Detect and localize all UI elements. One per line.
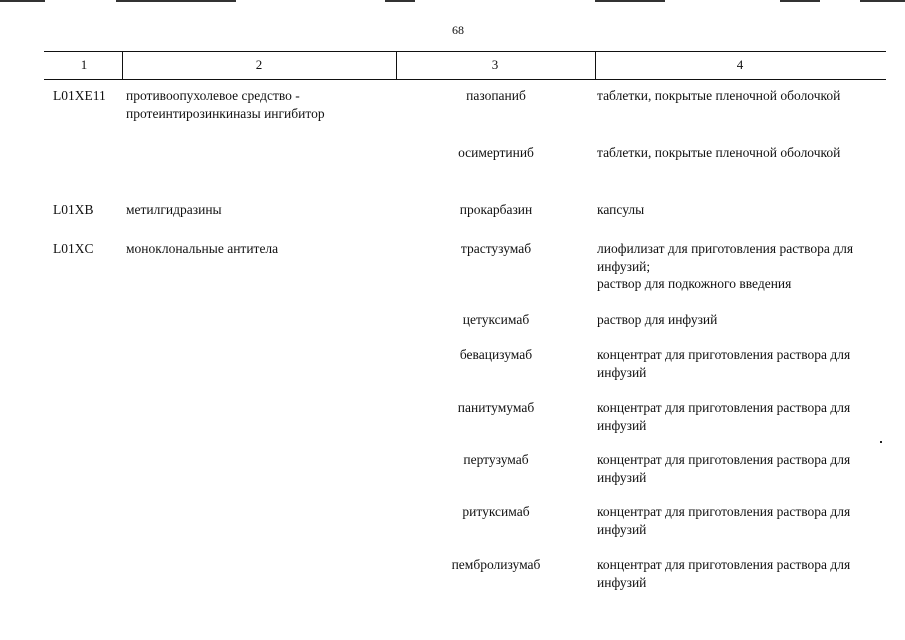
dosage-forms	[597, 87, 887, 105]
dosage-form: концентрат для приготовления раствора для инфузий	[597, 504, 851, 537]
column-header-3: 3	[491, 57, 499, 72]
dosage-forms	[597, 144, 887, 162]
dosage-form: таблетки, покрытые пленочной оболочкой	[597, 145, 841, 160]
scan-mark	[385, 0, 415, 2]
column-header-4: 4	[736, 57, 744, 72]
pharmacological-group: моноклональные антитела	[126, 241, 279, 256]
atc-code: L01XC	[53, 241, 94, 256]
page-number: 68	[452, 23, 464, 37]
scan-speck	[880, 441, 882, 443]
drug-name: цетуксимаб	[462, 312, 530, 327]
scan-mark	[595, 0, 665, 2]
dosage-form: концентрат для приготовления раствора для инфузий	[597, 557, 851, 590]
dosage-form: капсулы	[597, 202, 645, 217]
dosage-forms	[597, 556, 887, 591]
dosage-forms	[597, 399, 887, 434]
drug-name: панитумумаб	[457, 400, 535, 415]
drug-name: пертузумаб	[463, 452, 529, 467]
scan-mark	[0, 0, 45, 2]
column-divider	[122, 51, 123, 80]
dosage-forms	[597, 451, 887, 486]
dosage-form: концентрат для приготовления раствора для инфузий	[597, 347, 851, 380]
column-header-2: 2	[255, 57, 263, 72]
atc-code: L01XE11	[53, 88, 106, 103]
column-divider	[396, 51, 397, 80]
dosage-form: лиофилизат для приготовления раствора для инфузий;	[597, 241, 854, 274]
dosage-form: таблетки, покрытые пленочной оболочкой	[597, 88, 841, 103]
drug-name: ритуксимаб	[462, 504, 530, 519]
drug-name: прокарбазин	[459, 202, 533, 217]
dosage-forms	[597, 201, 887, 219]
scan-mark	[116, 0, 236, 2]
drug-name: пазопаниб	[466, 88, 526, 103]
dosage-forms	[597, 240, 887, 293]
atc-code: L01XB	[53, 202, 94, 217]
dosage-form: концентрат для приготовления раствора для инфузий	[597, 452, 851, 485]
header-bottom-rule	[44, 79, 886, 80]
column-divider	[595, 51, 596, 80]
drug-name: пембролизумаб	[451, 557, 541, 572]
dosage-forms	[597, 311, 887, 329]
dosage-form: раствор для инфузий	[597, 312, 718, 327]
drug-name: осимертиниб	[458, 145, 534, 160]
pharmacological-group: противоопухолевое средство - протеинтирозинкиназы ингибитор	[126, 88, 325, 121]
scan-mark	[780, 0, 820, 2]
dosage-form: концентрат для приготовления раствора для инфузий	[597, 400, 851, 433]
scan-mark	[860, 0, 905, 2]
drug-name: бевацизумаб	[459, 347, 533, 362]
drug-name: трастузумаб	[460, 241, 532, 256]
dosage-forms	[597, 503, 887, 538]
pharmacological-group: метилгидразины	[126, 202, 222, 217]
dosage-form: раствор для подкожного введения	[597, 276, 792, 291]
column-header-1: 1	[80, 57, 88, 72]
table-top-rule	[44, 51, 886, 52]
dosage-forms	[597, 346, 887, 381]
